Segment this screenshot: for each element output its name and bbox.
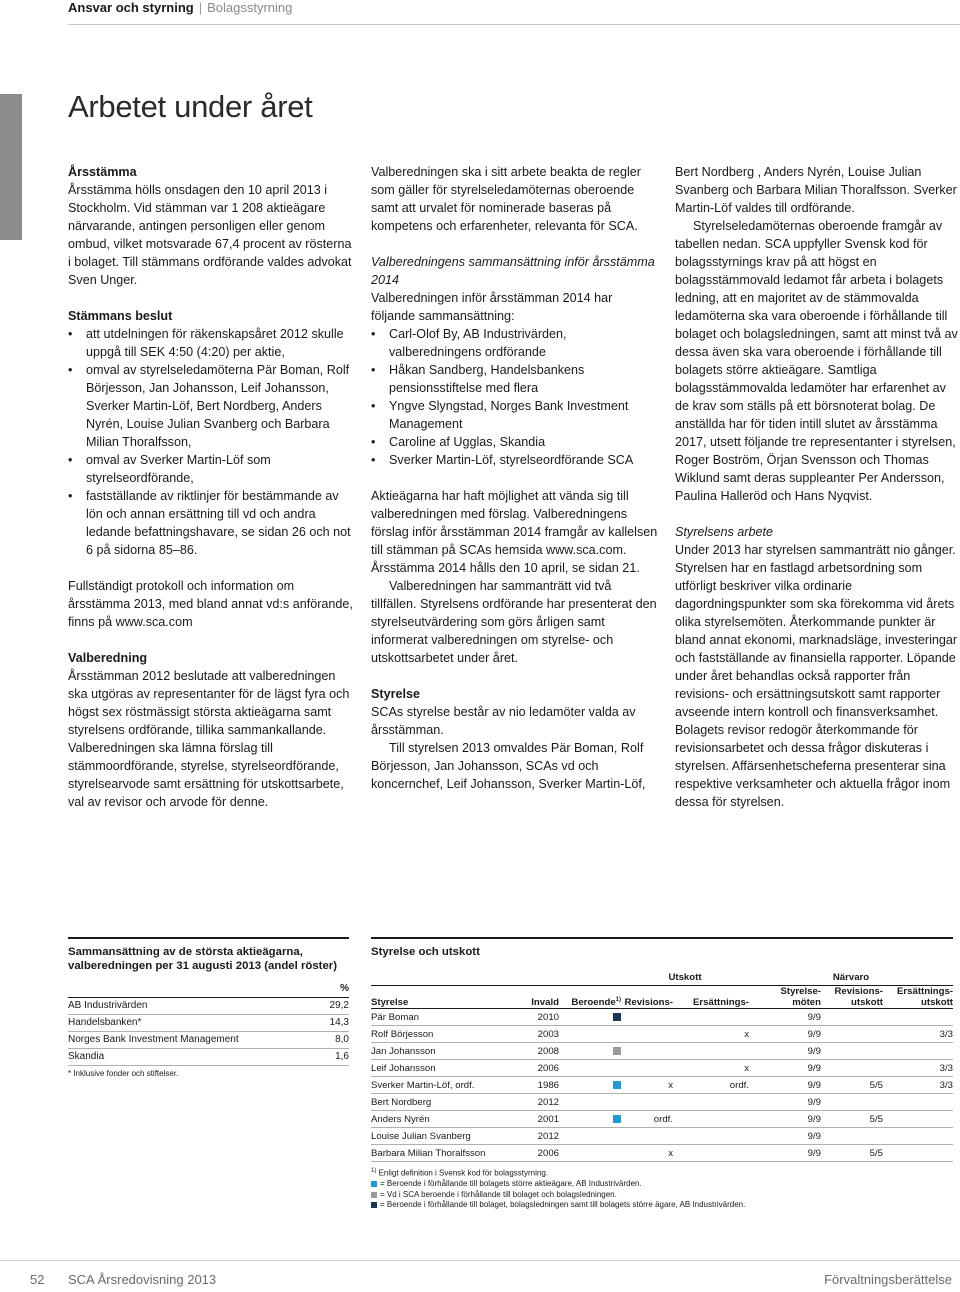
running-header [68, 0, 292, 16]
member-name: Anders Nyrén [371, 1111, 491, 1128]
table-header-row [371, 986, 953, 1009]
audit-attendance [821, 1026, 883, 1043]
member-name: Pär Boman [371, 1009, 491, 1026]
list-item: • Yngve Slyngstad, Norges Bank Investment Management [371, 397, 659, 433]
elected-year: 2012 [491, 1128, 559, 1145]
remuneration-committee [673, 1128, 749, 1145]
audit-committee: ordf. [621, 1111, 673, 1128]
col-header-beroende: Beroende$^{1)}$ [559, 986, 621, 1009]
list-item: • fastställande av riktlinjer för bestämmande av lön och annan ersättning till vd och andra ledande befattningshavare, se sidan 26 och not 6 på sidorna 85–86. [68, 487, 356, 559]
table-row [68, 1032, 349, 1049]
table-row [68, 1015, 349, 1032]
heading-valberedning: Valberedning [68, 651, 148, 665]
board-attendance: 9/9 [749, 1009, 821, 1026]
table-row [371, 1026, 953, 1043]
board-attendance: 9/9 [749, 1111, 821, 1128]
dependence-square-gray [613, 1047, 621, 1055]
paragraph: Valberedningen inför årsstämman 2014 har följande sammansättning: [371, 291, 613, 323]
paragraph: Bert Nordberg , Anders Nyrén, Louise Julian Svanberg och Barbara Milian Thoralfsson. Sverker Martin-Löf valdes till ordförande. [675, 165, 957, 215]
remuneration-committee [673, 1094, 749, 1111]
table-row [68, 998, 349, 1015]
publication-name: SCA Årsredovisning 2013 [68, 1272, 217, 1287]
audit-committee: x [621, 1145, 673, 1162]
col-header-ersattnings: Ersättnings- [673, 986, 749, 1009]
list-item: • Caroline af Ugglas, Skandia [371, 433, 659, 451]
row-label: AB Industrivärden [68, 1000, 148, 1011]
audit-committee [621, 1009, 673, 1026]
group-header-narvaro: Närvaro [749, 969, 953, 986]
table-top-rule [371, 937, 953, 939]
shareholders-table [68, 937, 349, 1078]
dependence-square-cyan [613, 1081, 621, 1089]
audit-attendance: 5/5 [821, 1111, 883, 1128]
table-top-rule [68, 937, 349, 939]
row-label: Skandia [68, 1051, 105, 1062]
audit-committee [621, 1043, 673, 1060]
elected-year: 2012 [491, 1094, 559, 1111]
board-attendance: 9/9 [749, 1060, 821, 1077]
remuneration-attendance [883, 1009, 953, 1026]
col-header-ersattningsutskott: Ersättnings- utskott [883, 986, 953, 1009]
header-section: Ansvar och styrning [68, 0, 194, 15]
elected-year: 2003 [491, 1026, 559, 1043]
remuneration-attendance [883, 1094, 953, 1111]
remuneration-committee [673, 1111, 749, 1128]
list-item: • Håkan Sandberg, Handelsbankens pensionsstiftelse med flera [371, 361, 659, 397]
audit-committee [621, 1094, 673, 1111]
remuneration-attendance [883, 1128, 953, 1145]
board-committees-table [371, 937, 953, 1211]
audit-committee: x [621, 1077, 673, 1094]
dependence-square-navy [613, 1013, 621, 1021]
note-navy: = Beroende i förhållande till bolaget, bolagsledningen samt till bolagets större ägare, AB Industrivärden. [371, 1200, 953, 1211]
paragraph: Under 2013 har styrelsen sammanträtt nio gånger. Styrelsen har en fastlagd arbetsordning som utförligt beskriver vilka ordinarie dagordningspunkter som ska förekomma vid årets olika styrelsemöten. Återkommande punkter är bland annat ekonomi, marknadsläge, investeringar och fastställande av finansiella rapporter. Löpande under året behandlas också rapporter från revisions- och ersättningsutskott samt rapporter avseende intern kontroll och finansverksamhet. Bolagets revisor redogör återkommande för revisionsarbetet och dessa frågor diskuteras i styrelsen. Affärsenhetscheferna presenterar sina respektive verksamheter och aktuella frågor inom dessa för styrelsen. [675, 543, 958, 809]
table-header-row [68, 981, 349, 998]
remuneration-attendance: 3/3 [883, 1077, 953, 1094]
board-attendance: 9/9 [749, 1094, 821, 1111]
dependence-marker [559, 1128, 621, 1145]
table-notes [371, 1166, 953, 1211]
note-cyan: = Beroende i förhållande till bolagets större aktieägare, AB Industrivärden. [371, 1179, 953, 1190]
table-row [371, 1128, 953, 1145]
member-name: Sverker Martin-Löf, ordf. [371, 1077, 491, 1094]
audit-attendance: 5/5 [821, 1077, 883, 1094]
paragraph: SCAs styrelse består av nio ledamöter valda av årsstämman. [371, 705, 636, 737]
board-attendance: 9/9 [749, 1145, 821, 1162]
remuneration-committee [673, 1009, 749, 1026]
legend-square-navy [371, 1202, 377, 1208]
group-header-utskott: Utskott [621, 969, 749, 986]
text-column-1 [68, 163, 356, 811]
board-attendance: 9/9 [749, 1077, 821, 1094]
table-footnote: * Inklusive fonder och stiftelser. [68, 1069, 179, 1078]
table-row [371, 1043, 953, 1060]
paragraph: Fullständigt protokoll och information om årsstämma 2013, med bland annat vd:s anförande, finns på www.sca.com [68, 579, 353, 629]
table-row [371, 1009, 953, 1026]
dependence-marker [559, 1060, 621, 1077]
row-value: 29,2 [329, 1000, 349, 1011]
note-gray: = Vd i SCA beroende i förhållande till bolaget och bolagsledningen. [371, 1190, 953, 1201]
remuneration-committee [673, 1145, 749, 1162]
footer-rule [0, 1260, 960, 1261]
table-group-header-row [371, 969, 953, 986]
bullet-list [371, 325, 659, 469]
note-definition: $^{1)}$ Enligt definition i Svensk kod för bolagsstyrning. [371, 1168, 549, 1178]
remuneration-attendance: 3/3 [883, 1060, 953, 1077]
list-item: • att utdelningen för räkenskapsåret 2012 skulle uppgå till SEK 4:50 (4:20) per aktie, [68, 325, 356, 361]
table-row [68, 1049, 349, 1066]
elected-year: 2006 [491, 1145, 559, 1162]
heading-stammans-beslut: Stämmans beslut [68, 309, 173, 323]
audit-attendance [821, 1094, 883, 1111]
col-header-invald: Invald [491, 986, 559, 1009]
unit-header: % [340, 983, 349, 994]
member-name: Jan Johansson [371, 1043, 491, 1060]
dependence-square-cyan [613, 1115, 621, 1123]
elected-year: 2001 [491, 1111, 559, 1128]
row-label: Norges Bank Investment Management [68, 1034, 239, 1045]
audit-attendance: 5/5 [821, 1145, 883, 1162]
audit-attendance [821, 1060, 883, 1077]
remuneration-attendance: 3/3 [883, 1026, 953, 1043]
audit-attendance [821, 1043, 883, 1060]
header-subsection: Bolagsstyrning [207, 0, 293, 15]
table-title: Sammansättning av de största aktieägarna, valberedningen per 31 augusti 2013 (andel röster) [68, 946, 338, 972]
list-item: • omval av Sverker Martin-Löf som styrelseordförande, [68, 451, 356, 487]
board-attendance: 9/9 [749, 1043, 821, 1060]
heading-arsstamma: Årsstämma [68, 165, 137, 179]
board-table [371, 969, 953, 1162]
table-row [371, 1060, 953, 1077]
col-header-revisionsutskott: Revisions- utskott [821, 986, 883, 1009]
text-column-3 [675, 163, 960, 811]
member-name: Bert Nordberg [371, 1094, 491, 1111]
text-column-2 [371, 163, 659, 793]
paragraph: Aktieägarna har haft möjlighet att vända sig till valberedningen med förslag. Valberedningens förslag inför årsstämman 2014 framgår av kallelsen till stämman på SCAs hemsida www.sca.com. Årsstämma 2014 hålls den 10 april, se sidan 21. [371, 489, 658, 575]
table-row [371, 1145, 953, 1162]
remuneration-attendance [883, 1111, 953, 1128]
dependence-marker [559, 1009, 621, 1026]
remuneration-committee: ordf. [673, 1077, 749, 1094]
col-header-styrelse: Styrelse [371, 986, 491, 1009]
table-title: Styrelse och utskott [371, 946, 480, 958]
member-name: Leif Johansson [371, 1060, 491, 1077]
board-attendance: 9/9 [749, 1026, 821, 1043]
col-header-styrelsemoten: Styrelse- möten [749, 986, 821, 1009]
audit-attendance [821, 1128, 883, 1145]
table-row [371, 1077, 953, 1094]
paragraph: Årsstämma hölls onsdagen den 10 april 2013 i Stockholm. Vid stämman var 1 208 aktieägare närvarande, antingen personligen eller genom ombud, vilket motsvarade 67,4 procent av rösterna i bolaget. Till stämmans ordförande valdes advokat Sven Unger. [68, 183, 352, 287]
paragraph: Valberedningen ska i sitt arbete beakta de regler som gäller för styrelseledamöternas oberoende samt att urvalet för nominerade baseras på kompetens och erfarenheter, relevanta för SCA. [371, 165, 642, 233]
list-item: • Carl-Olof By, AB Industrivärden, valberedningens ordförande [371, 325, 659, 361]
dependence-marker [559, 1145, 621, 1162]
side-accent-bar [0, 94, 22, 240]
header-rule [68, 24, 960, 25]
paragraph: Till styrelsen 2013 omvaldes Pär Boman, Rolf Börjesson, Jan Johansson, SCAs vd och koncernchef, Leif Johansson, Sverker Martin-Löf, [371, 741, 646, 791]
paragraph: Styrelseledamöternas oberoende framgår av tabellen nedan. SCA uppfyller Svensk kod för bolagsstyrnings krav på att högst en bolagsstämmovald ledamot får arbeta i bolagets ledning, att en majoritet av de stämmovalda ledamöterna ska vara oberoende i förhållande till bolaget och bolagsledningen, samt att minst två av dessa även ska vara oberoende i förhållande till bolagets större aktieägare. Samtliga bolagsstämmovalda ledamöter har erfarenhet av de krav som ställs på ett börsnoterat bolag. De anställda har för tiden intill slutet av årsstämma 2017, utsett följande tre representanter i styrelsen, Roger Boström, Örjan Svensson och Thomas Wiklund samt deras suppleanter Per Andersson, Paulina Halleröd och Hans Nyqvist. [675, 219, 958, 503]
elected-year: 1986 [491, 1077, 559, 1094]
elected-year: 2008 [491, 1043, 559, 1060]
elected-year: 2010 [491, 1009, 559, 1026]
heading-styrelse: Styrelse [371, 687, 421, 701]
member-name: Louise Julian Svanberg [371, 1128, 491, 1145]
list-item: • omval av styrelseledamöterna Pär Boman, Rolf Börjesson, Jan Johansson, Leif Johansson, Sverker Martin-Löf, Bert Nordberg, Anders Nyrén, Louise Julian Svanberg och Barbara Milian Thoralfsson, [68, 361, 356, 451]
audit-committee [621, 1128, 673, 1145]
table-row [371, 1094, 953, 1111]
audit-committee [621, 1026, 673, 1043]
paragraph: Valberedningen har sammanträtt vid två tillfällen. Styrelsens ordförande har presenterat den styrelseutvärdering som görs årligen samt informerat valberedningen om styrelse- och utskottsarbetet under året. [371, 579, 657, 665]
row-value: 14,3 [329, 1017, 349, 1028]
table-row [371, 1111, 953, 1128]
page-number: 52 [30, 1272, 45, 1287]
col-header-revisions: Revisions- [621, 986, 673, 1009]
audit-attendance [821, 1009, 883, 1026]
bullet-list [68, 325, 356, 559]
remuneration-committee [673, 1043, 749, 1060]
remuneration-committee: x [673, 1026, 749, 1043]
subheading-styrelsens-arbete: Styrelsens arbete [675, 525, 774, 539]
remuneration-attendance [883, 1145, 953, 1162]
row-label: Handelsbanken* [68, 1017, 142, 1028]
dependence-marker [559, 1077, 621, 1094]
dependence-marker [559, 1043, 621, 1060]
page-title: Arbetet under året [68, 89, 313, 124]
row-value: 1,6 [335, 1051, 349, 1062]
list-item: • Sverker Martin-Löf, styrelseordförande SCA [371, 451, 659, 469]
header-separator: | [198, 0, 203, 15]
row-value: 8,0 [335, 1034, 349, 1045]
legend-square-gray [371, 1192, 377, 1198]
remuneration-attendance [883, 1043, 953, 1060]
dependence-marker [559, 1094, 621, 1111]
member-name: Barbara Milian Thoralfsson [371, 1145, 491, 1162]
legend-square-cyan [371, 1181, 377, 1187]
subheading-valberedningens-sammansattning: Valberedningens sammansättning inför årsstämma 2014 [371, 255, 655, 287]
chapter-name: Förvaltningsberättelse [824, 1272, 952, 1287]
dependence-marker [559, 1026, 621, 1043]
member-name: Rolf Börjesson [371, 1026, 491, 1043]
board-attendance: 9/9 [749, 1128, 821, 1145]
dependence-marker [559, 1111, 621, 1128]
paragraph: Årsstämman 2012 beslutade att valberedningen ska utgöras av representanter för de lägst fyra och högst sex röstmässigt största aktieägarna samt styrelsens ordförande, tillika sammankallande. Valberedningen ska lämna förslag till stämmoordförande, styrelse, styrelseordförande, styrelsearvode samt ersättning för utskottsarbete, val av revisor och arvode för denne. [68, 669, 350, 809]
audit-committee [621, 1060, 673, 1077]
remuneration-committee: x [673, 1060, 749, 1077]
elected-year: 2006 [491, 1060, 559, 1077]
